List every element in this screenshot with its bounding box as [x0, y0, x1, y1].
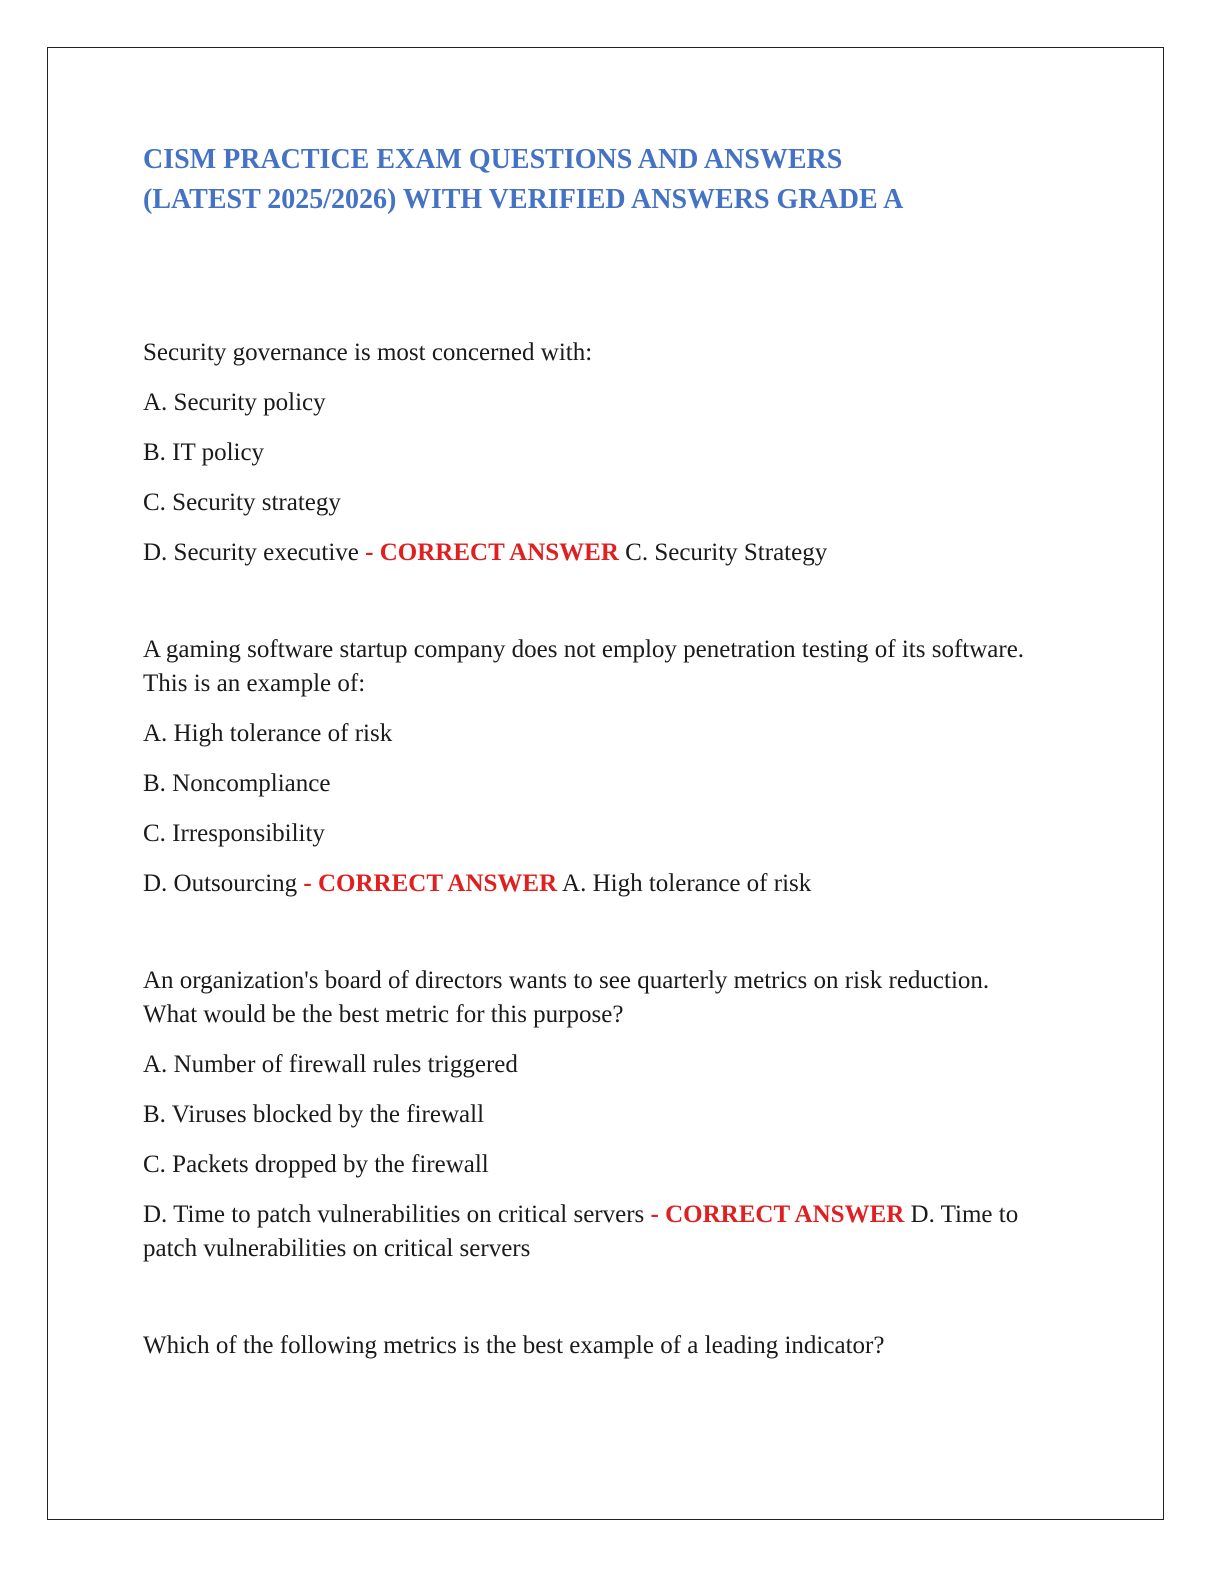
document-title	[143, 140, 1043, 220]
question-block	[143, 1329, 1043, 1363]
answer-option-with-answer	[143, 1198, 1043, 1266]
question-block	[143, 633, 1043, 901]
answer-option: C. Irresponsibility	[143, 820, 325, 847]
answer-option: A. Security policy	[143, 389, 326, 416]
answer-option-with-answer	[143, 867, 1043, 901]
correct-answer-marker: - CORRECT ANSWER	[365, 539, 619, 566]
answer-option-with-answer	[143, 536, 1043, 570]
title-line: (LATEST 2025/2026) WITH VERIFIED ANSWERS GRADE A	[143, 184, 904, 215]
correct-answer-text: C. Security Strategy	[625, 539, 828, 566]
question-text: Security governance is most concerned with:	[143, 339, 593, 366]
question-text: Which of the following metrics is the best example of a leading indicator?	[143, 1332, 885, 1359]
correct-answer-marker: - CORRECT ANSWER	[303, 870, 558, 897]
answer-option: A. Number of firewall rules triggered	[143, 1051, 518, 1078]
correct-answer-text: D. Time to patch vulnerabilities on critical servers	[143, 1201, 1019, 1262]
correct-answer-text: A. High tolerance of risk	[562, 870, 812, 897]
answer-option: D. Security executive	[143, 539, 359, 566]
answer-option: C. Security strategy	[143, 489, 341, 516]
question-block	[143, 964, 1043, 1266]
answer-option: A. High tolerance of risk	[143, 720, 393, 747]
correct-answer-marker: - CORRECT ANSWER	[650, 1201, 905, 1228]
question-text: A gaming software startup company does not employ penetration testing of its software. This is an example of:	[143, 636, 1025, 697]
question-list	[143, 336, 1043, 1363]
answer-option: D. Outsourcing	[143, 870, 298, 897]
answer-option: C. Packets dropped by the firewall	[143, 1151, 489, 1178]
question-block	[143, 336, 1043, 570]
answer-option: D. Time to patch vulnerabilities on critical servers	[143, 1201, 645, 1228]
answer-option: B. IT policy	[143, 439, 265, 466]
answer-option: B. Viruses blocked by the firewall	[143, 1101, 485, 1128]
question-text: An organization's board of directors wants to see quarterly metrics on risk reduction. What would be the best metric for this purpose?	[143, 967, 990, 1028]
title-line: CISM PRACTICE EXAM QUESTIONS AND ANSWERS	[143, 144, 843, 175]
document-body	[143, 140, 1043, 1379]
answer-option: B. Noncompliance	[143, 770, 331, 797]
